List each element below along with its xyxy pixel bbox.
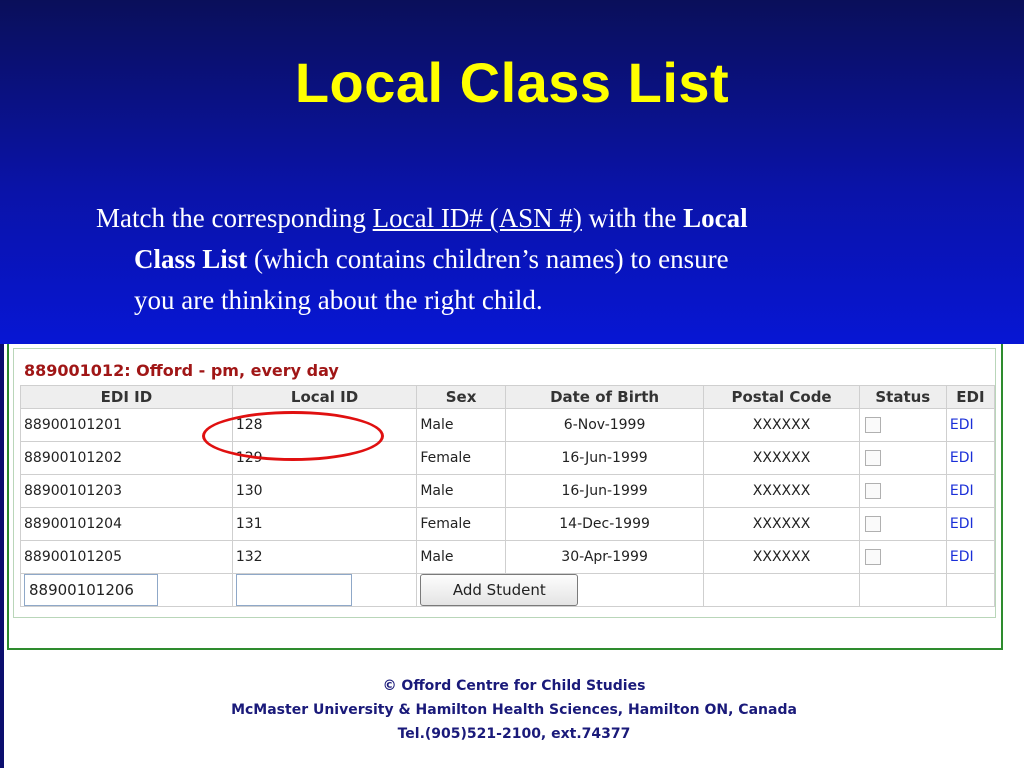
cell-postal-code: XXXXXX bbox=[704, 508, 859, 541]
cell-sex: Male bbox=[417, 475, 505, 508]
cell-local-id: 129 bbox=[232, 442, 417, 475]
cell-local-id: 130 bbox=[232, 475, 417, 508]
new-edi-id-input[interactable] bbox=[24, 574, 158, 606]
table-row bbox=[21, 409, 995, 442]
cell-local-id: 132 bbox=[232, 541, 417, 574]
cell-status bbox=[859, 541, 946, 574]
cell-edi-id: 88900101201 bbox=[21, 409, 233, 442]
footer-phone: Tel.(905)521-2100, ext.74377 bbox=[397, 726, 631, 742]
cell-postal-code: XXXXXX bbox=[704, 541, 859, 574]
body-text-part: (which contains children’s names) to ensure bbox=[247, 244, 729, 274]
column-header-local-id: Local ID bbox=[232, 386, 417, 409]
add-cell-button bbox=[417, 574, 704, 607]
body-text-underlined: Local ID# (ASN #) bbox=[372, 203, 582, 233]
cell-local-id: 131 bbox=[232, 508, 417, 541]
add-student-row bbox=[21, 574, 995, 607]
edi-link[interactable]: EDI bbox=[949, 549, 974, 565]
add-cell-empty bbox=[704, 574, 859, 607]
footer bbox=[4, 674, 1024, 746]
table-row bbox=[21, 442, 995, 475]
column-header-postal-code: Postal Code bbox=[704, 386, 859, 409]
cell-postal-code: XXXXXX bbox=[704, 475, 859, 508]
body-text-part: with the bbox=[581, 203, 684, 233]
cell-edi bbox=[946, 475, 994, 508]
embedded-screenshot bbox=[4, 344, 1024, 768]
cell-edi-id: 88900101205 bbox=[21, 541, 233, 574]
column-header-edi-id: EDI ID bbox=[21, 386, 233, 409]
class-list-panel bbox=[7, 344, 1003, 650]
cell-edi bbox=[946, 442, 994, 475]
column-header-dob: Date of Birth bbox=[505, 386, 704, 409]
cell-sex: Male bbox=[417, 541, 505, 574]
cell-status bbox=[859, 508, 946, 541]
class-header: 889001012: Offord - pm, every day bbox=[24, 361, 339, 380]
cell-postal-code: XXXXXX bbox=[704, 409, 859, 442]
cell-status bbox=[859, 409, 946, 442]
cell-edi-id: 88900101202 bbox=[21, 442, 233, 475]
column-header-edi: EDI bbox=[946, 386, 994, 409]
cell-dob: 30-Apr-1999 bbox=[505, 541, 704, 574]
add-cell-empty bbox=[946, 574, 994, 607]
cell-edi-id: 88900101203 bbox=[21, 475, 233, 508]
slide-body-text bbox=[96, 198, 956, 321]
status-checkbox[interactable] bbox=[865, 450, 881, 466]
table-header-row bbox=[21, 386, 995, 409]
cell-postal-code: XXXXXX bbox=[704, 442, 859, 475]
cell-edi bbox=[946, 541, 994, 574]
cell-dob: 6-Nov-1999 bbox=[505, 409, 704, 442]
footer-institution: McMaster University & Hamilton Health Sciences, Hamilton ON, Canada bbox=[231, 702, 797, 718]
cell-dob: 16-Jun-1999 bbox=[505, 475, 704, 508]
footer-copyright: © Offord Centre for Child Studies bbox=[382, 678, 646, 694]
body-text-part: Match the corresponding bbox=[96, 203, 373, 233]
table-row bbox=[21, 508, 995, 541]
cell-edi-id: 88900101204 bbox=[21, 508, 233, 541]
cell-sex: Female bbox=[417, 508, 505, 541]
add-cell-empty bbox=[859, 574, 946, 607]
table-row bbox=[21, 475, 995, 508]
edi-link[interactable]: EDI bbox=[949, 483, 974, 499]
local-id-highlight-oval bbox=[202, 411, 384, 461]
class-list-container bbox=[13, 348, 996, 618]
slide-title: Local Class List bbox=[294, 51, 730, 114]
add-cell-local-id bbox=[232, 574, 417, 607]
status-checkbox[interactable] bbox=[865, 483, 881, 499]
cell-dob: 16-Jun-1999 bbox=[505, 442, 704, 475]
body-text-bold: Local bbox=[683, 203, 748, 233]
status-checkbox[interactable] bbox=[865, 417, 881, 433]
cell-sex: Male bbox=[417, 409, 505, 442]
edi-link[interactable]: EDI bbox=[949, 450, 974, 466]
cell-status bbox=[859, 475, 946, 508]
column-header-status: Status bbox=[859, 386, 946, 409]
cell-dob: 14-Dec-1999 bbox=[505, 508, 704, 541]
cell-edi bbox=[946, 409, 994, 442]
cell-local-id: 128 bbox=[232, 409, 417, 442]
class-list-table bbox=[20, 385, 995, 607]
cell-sex: Female bbox=[417, 442, 505, 475]
new-local-id-input[interactable] bbox=[236, 574, 352, 606]
add-student-button[interactable]: Add Student bbox=[420, 574, 578, 606]
table-row bbox=[21, 541, 995, 574]
status-checkbox[interactable] bbox=[865, 549, 881, 565]
edi-link[interactable]: EDI bbox=[949, 417, 974, 433]
body-text-part: you are thinking about the right child. bbox=[134, 285, 543, 315]
column-header-sex: Sex bbox=[417, 386, 505, 409]
cell-status bbox=[859, 442, 946, 475]
cell-edi bbox=[946, 508, 994, 541]
status-checkbox[interactable] bbox=[865, 516, 881, 532]
edi-link[interactable]: EDI bbox=[949, 516, 974, 532]
body-text-bold: Class List bbox=[134, 244, 248, 274]
add-cell-edi-id bbox=[21, 574, 233, 607]
